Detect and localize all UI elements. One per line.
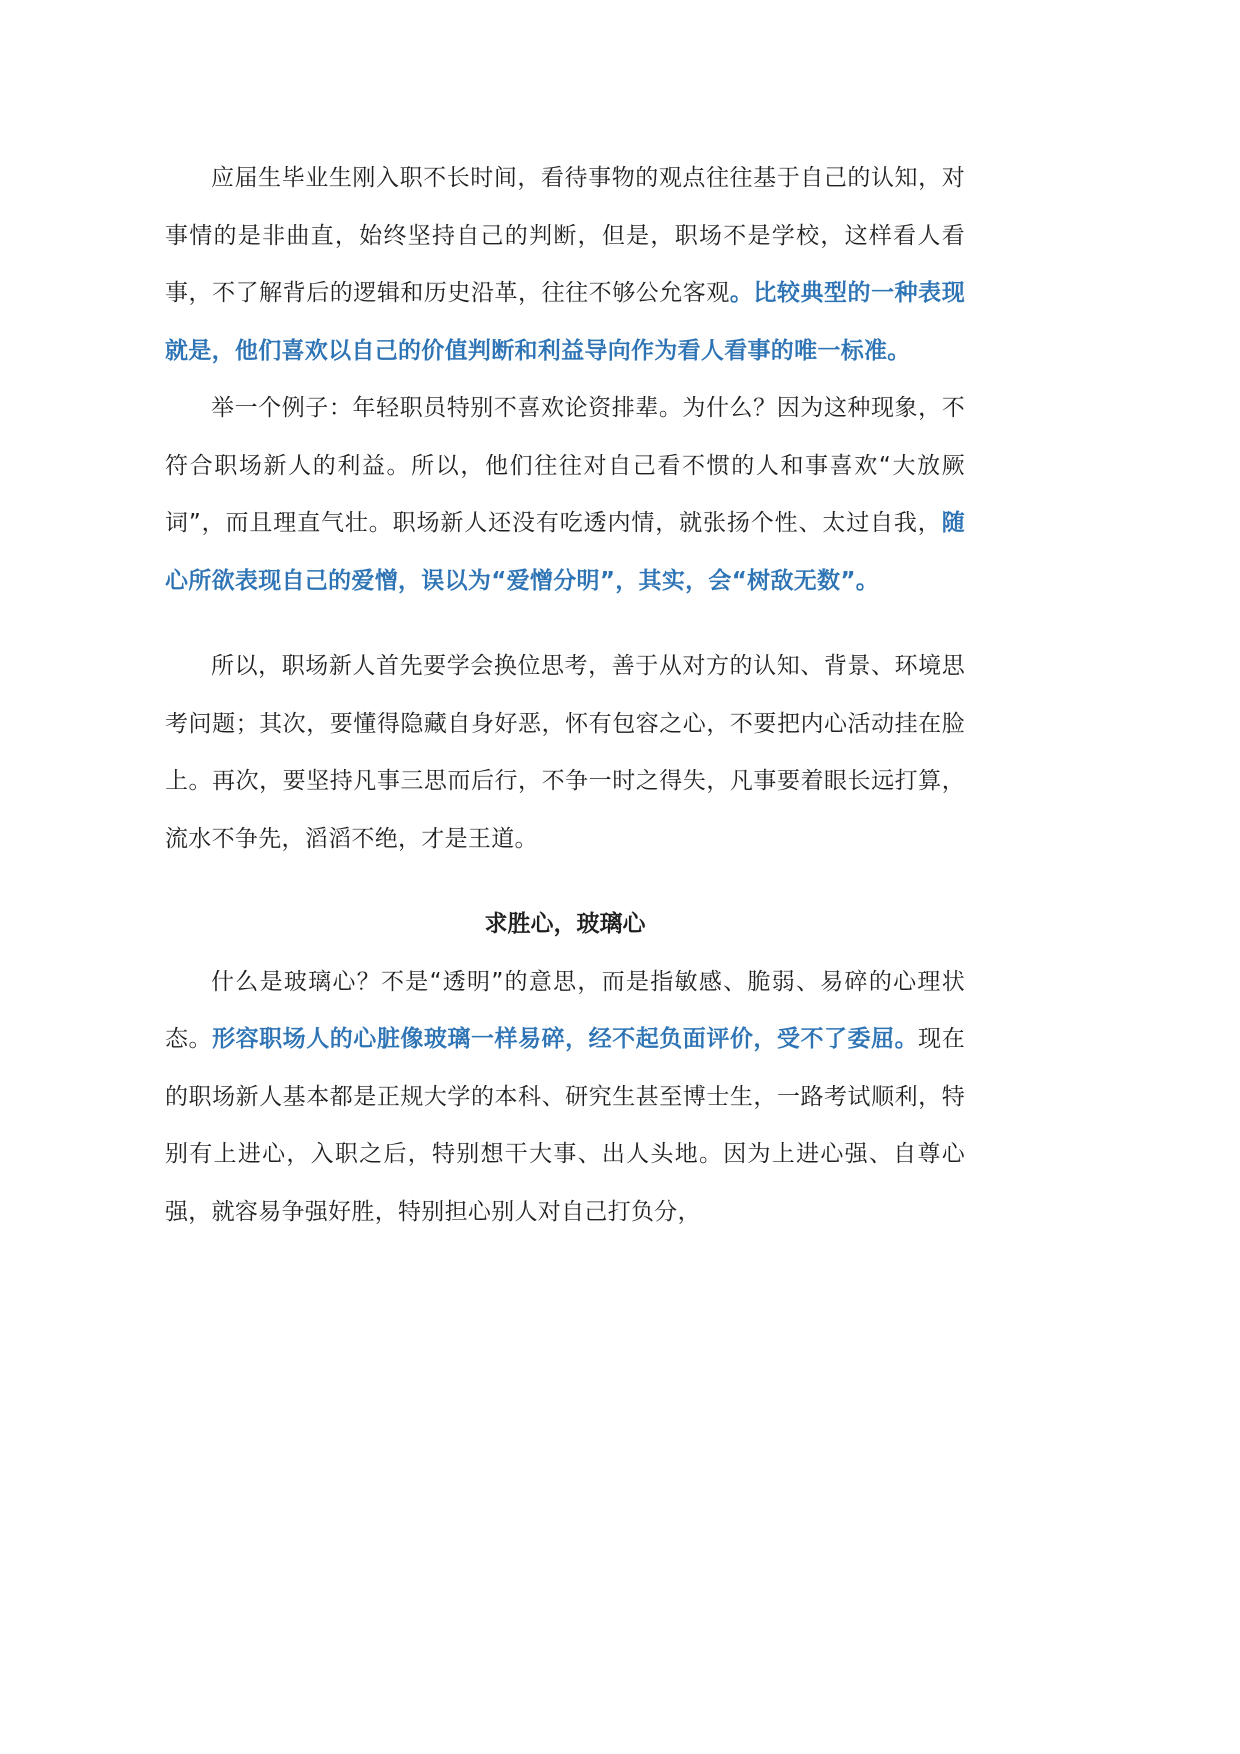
document-body <box>165 150 965 1241</box>
paragraph-1-text-1: 应届生毕业生刚入职不长时间，看待事物的观点往往基于自己的认知，对事情的是非曲直，始终坚持自己的判断，但是，职场不是学校，这样看人看事，不了解背后的逻辑和历史沿革，往往不够公允客观 <box>165 165 965 306</box>
paragraph-2 <box>165 380 965 610</box>
paragraph-1 <box>165 150 965 380</box>
paragraph-4-text-1: 什么是玻璃心？不是“透明”的意思，而是指敏感、脆弱、易碎的心理状态。 <box>165 968 965 1052</box>
paragraph-3 <box>165 638 965 868</box>
section-heading: 求胜心，玻璃心 <box>484 911 646 937</box>
paragraph-4-highlight: 形容职场人的心脏像玻璃一样易碎，经不起负面评价，受不了委屈。 <box>212 1026 919 1052</box>
paragraph-2-text-1: 举一个例子：年轻职员特别不喜欢论资排辈。为什么？因为这种现象，不符合职场新人的利益。所以，他们往往对自己看不惯的人和事喜欢“大放厥词”，而且理直气壮。职场新人还没有吃透内情，就张扬个性、太过自我， <box>165 395 965 536</box>
paragraph-spacer <box>165 610 965 638</box>
paragraph-3-text-1: 所以，职场新人首先要学会换位思考，善于从对方的认知、背景、环境思考问题；其次，要懂得隐藏自身好恶，怀有包容之心，不要把内心活动挂在脸上。再次，要坚持凡事三思而后行，不争一时之得失，凡事要着眼长远打算，流水不争先，滔滔不绝，才是王道。 <box>165 653 965 852</box>
paragraph-4-text-2: 现在的职场新人基本都是正规大学的本科、研究生甚至博士生，一路考试顺利，特别有上进心，入职之后，特别想干大事、出人头地。因为上进心强、自尊心强，就容易争强好胜，特别担心别人对自己打负分， <box>165 1026 965 1225</box>
paragraph-1-highlight: 。比较典型的一种表现就是，他们喜欢以自己的价值判断和利益导向作为看人看事的唯一标准。 <box>165 280 966 364</box>
paragraph-4 <box>165 954 965 1242</box>
paragraph-2-highlight: 随心所欲表现自己的爱憎，误以为“爱憎分明”，其实，会“树敌无数”。 <box>165 510 965 594</box>
section-spacer <box>165 868 965 896</box>
